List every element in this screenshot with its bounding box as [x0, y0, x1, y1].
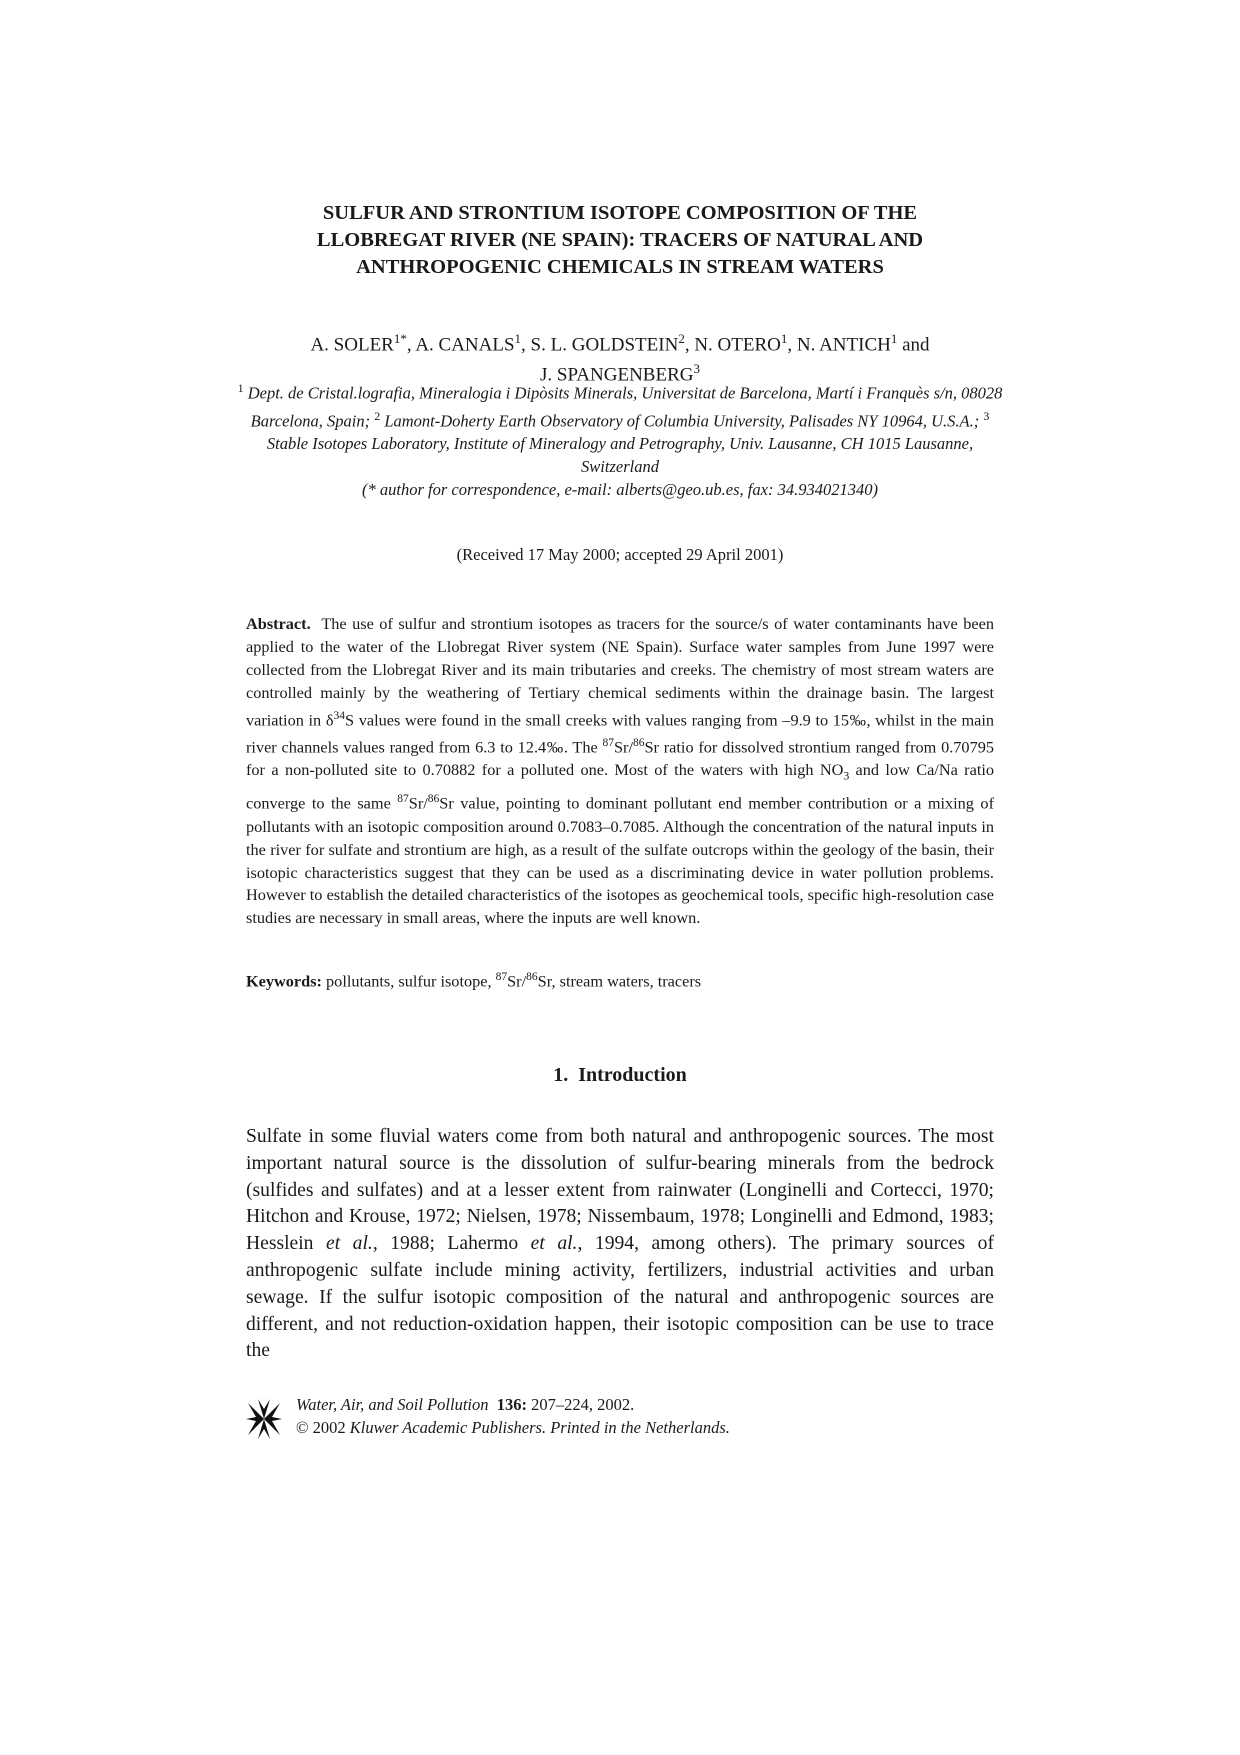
section-heading: [250, 1064, 990, 1087]
publisher-logo-icon: [246, 1399, 282, 1439]
journal-footer: [246, 1393, 994, 1443]
body-text: Sulfate in some fluvial waters come from both natural and anthropogenic sources. The most important natural source is the dissolution of sulfur-bearing minerals from the bedrock (sulfides and sulfates) and at a lesser extent from rainwater (Longinelli and Cortecci, 1970; Hitchon and Krouse, 1972; Nielsen, 1978; Nissembaum, 1978; Longinelli and Edmond, 1983; Hesslein: [246, 1126, 994, 1255]
section-title: Introduction: [578, 1064, 687, 1086]
author-name: A. CANALS: [415, 334, 515, 356]
title-line-3: ANTHROPOGENIC CHEMICALS IN STREAM WATERS: [356, 256, 884, 278]
author-superscript: 1: [514, 331, 522, 346]
author-superscript: 1*: [393, 331, 407, 346]
affiliation-marker: 1: [237, 381, 244, 395]
title-line-2: LLOBREGAT RIVER (NE SPAIN): TRACERS OF NATURAL AND: [316, 229, 924, 251]
body-text-italic: et al.: [326, 1233, 373, 1255]
superscript: 87: [495, 971, 508, 983]
abstract-text: Sr value, pointing to dominant pollutant end member contribution or a mixing of pollutants with an isotopic composition around 0.7083–0.7085. Although the concentration of the natural inputs in the river for sulfate and strontium are high, as a result of the sulfate outcrops within the geology of the basin, their isotopic characteristics suggest that they can be used as a discriminating device in water pollution problems. However to establish the detailed characteristics of the isotopes as geochemical tools, specific high-resolution case studies are necessary in small areas, where the inputs are well known.: [246, 793, 994, 928]
copyright: © 2002: [296, 1418, 350, 1437]
journal-volume: 136:: [496, 1395, 528, 1414]
keywords-text: pollutants, sulfur isotope,: [321, 971, 496, 991]
superscript: 87: [397, 793, 409, 806]
keywords-text: Sr, stream waters, tracers: [537, 971, 702, 991]
section-number: 1.: [553, 1064, 569, 1086]
abstract-text: and low Ca/Na ratio converge to the same: [246, 760, 995, 813]
author-name: J. SPANGENBERG: [540, 364, 694, 386]
author-list: A. $SOLER^{1*}$, A. CANALS$^1$, S. L. GOLDSTEIN$^2$, N. OTERO$^1$, N. ANTICH$^1$ and J. SPANGENBERG$^3$: [310, 331, 930, 386]
affiliation-text: Dept. de Cristal.lografia, Mineralogia i Dipòsits Minerals, Universitat de Barcelona, Martí i Franquès s/n, 08028 Barcelona, Spain;: [247, 383, 1003, 430]
superscript: 86: [526, 971, 538, 983]
author-superscript: 3: [693, 361, 700, 377]
correspondence-note: (* author for correspondence, e-mail: alberts@geo.ub.es, fax: 34.934021340): [362, 480, 878, 499]
affiliations: [230, 377, 1010, 501]
superscript: 34: [333, 709, 345, 722]
affiliation-marker: 2: [374, 408, 381, 423]
superscript: 87: [602, 736, 614, 749]
journal-pages: 207–224, 2002.: [527, 1395, 635, 1414]
superscript: 86: [633, 736, 645, 749]
keywords-text: Sr/: [507, 971, 527, 991]
superscript: 86: [427, 793, 440, 806]
body-text: , 1994, among others). The primary sources of anthropogenic sulfate include mining activity, fertilizers, industrial activities and urban sewage. If the sulfur isotopic composition of the natural and anthropogenic sources are different, and not reduction-oxidation happen, their isotopic composition can be use to trace the: [246, 1233, 994, 1362]
author-name: A. SOLER: [310, 334, 394, 356]
subscript: 3: [843, 770, 850, 783]
body-text: , 1988; Lahermo: [372, 1233, 531, 1255]
publisher-name: Kluwer Academic Publishers. Printed in the Netherlands.: [349, 1418, 730, 1437]
journal-name: Water, Air, and Soil Pollution: [296, 1395, 489, 1414]
author-name: N. OTERO: [694, 334, 781, 356]
intro-paragraph: [246, 1124, 994, 1365]
abstract-text: Sr ratio for dissolved strontium ranged from 0.70795 for a non-polluted site to 0.70882 for a polluted one. Most of the waters with high NO: [246, 737, 994, 780]
keywords: [246, 966, 994, 992]
keywords-label: Keywords:: [246, 971, 322, 991]
title-line-1: SULFUR AND STRONTIUM ISOTOPE COMPOSITION OF THE: [322, 202, 918, 224]
author-superscript: 1: [780, 331, 788, 346]
affiliation-text: Lamont-Doherty Earth Observatory of Columbia University, Palisades NY 10964, U.S.A.;: [384, 411, 980, 430]
author-superscript: 2: [678, 331, 685, 346]
abstract: [246, 613, 994, 930]
author-conjunction: and: [902, 334, 930, 356]
journal-citation: [296, 1393, 730, 1439]
abstract-text: Sr/: [408, 793, 428, 813]
paper-title: [250, 200, 990, 281]
abstract-label: Abstract.: [246, 614, 311, 633]
body-text-italic: et al.: [530, 1233, 578, 1255]
affiliation-marker: 3: [983, 408, 990, 423]
author-superscript: 1: [890, 331, 898, 346]
affiliation-text: Stable Isotopes Laboratory, Institute of Mineralogy and Petrography, Univ. Lausanne, CH 1015 Lausanne, Switzerland: [266, 434, 974, 476]
received-dates: (Received 17 May 2000; accepted 29 April 2001): [456, 545, 784, 564]
abstract-text: S values were found in the small creeks with values ranging from –9.9 to 15‰, whilst in the main river channels values ranged from 6.3 to 12.4‰. The: [246, 710, 995, 757]
abstract-text: Sr/: [613, 737, 633, 757]
abstract-text: The use of sulfur and strontium isotopes as tracers for the source/s of water contaminants have been applied to the water of the Llobregat River system (NE Spain). Surface water samples from June 1997 were collected from the Llobregat River and its main tributaries and creeks. The chemistry of most stream waters are controlled mainly by the weathering of Tertiary chemical sediments within the drainage basin. The largest variation in δ: [246, 614, 994, 730]
author-name: N. ANTICH: [796, 334, 891, 356]
author-name: S. L. GOLDSTEIN: [530, 334, 679, 356]
